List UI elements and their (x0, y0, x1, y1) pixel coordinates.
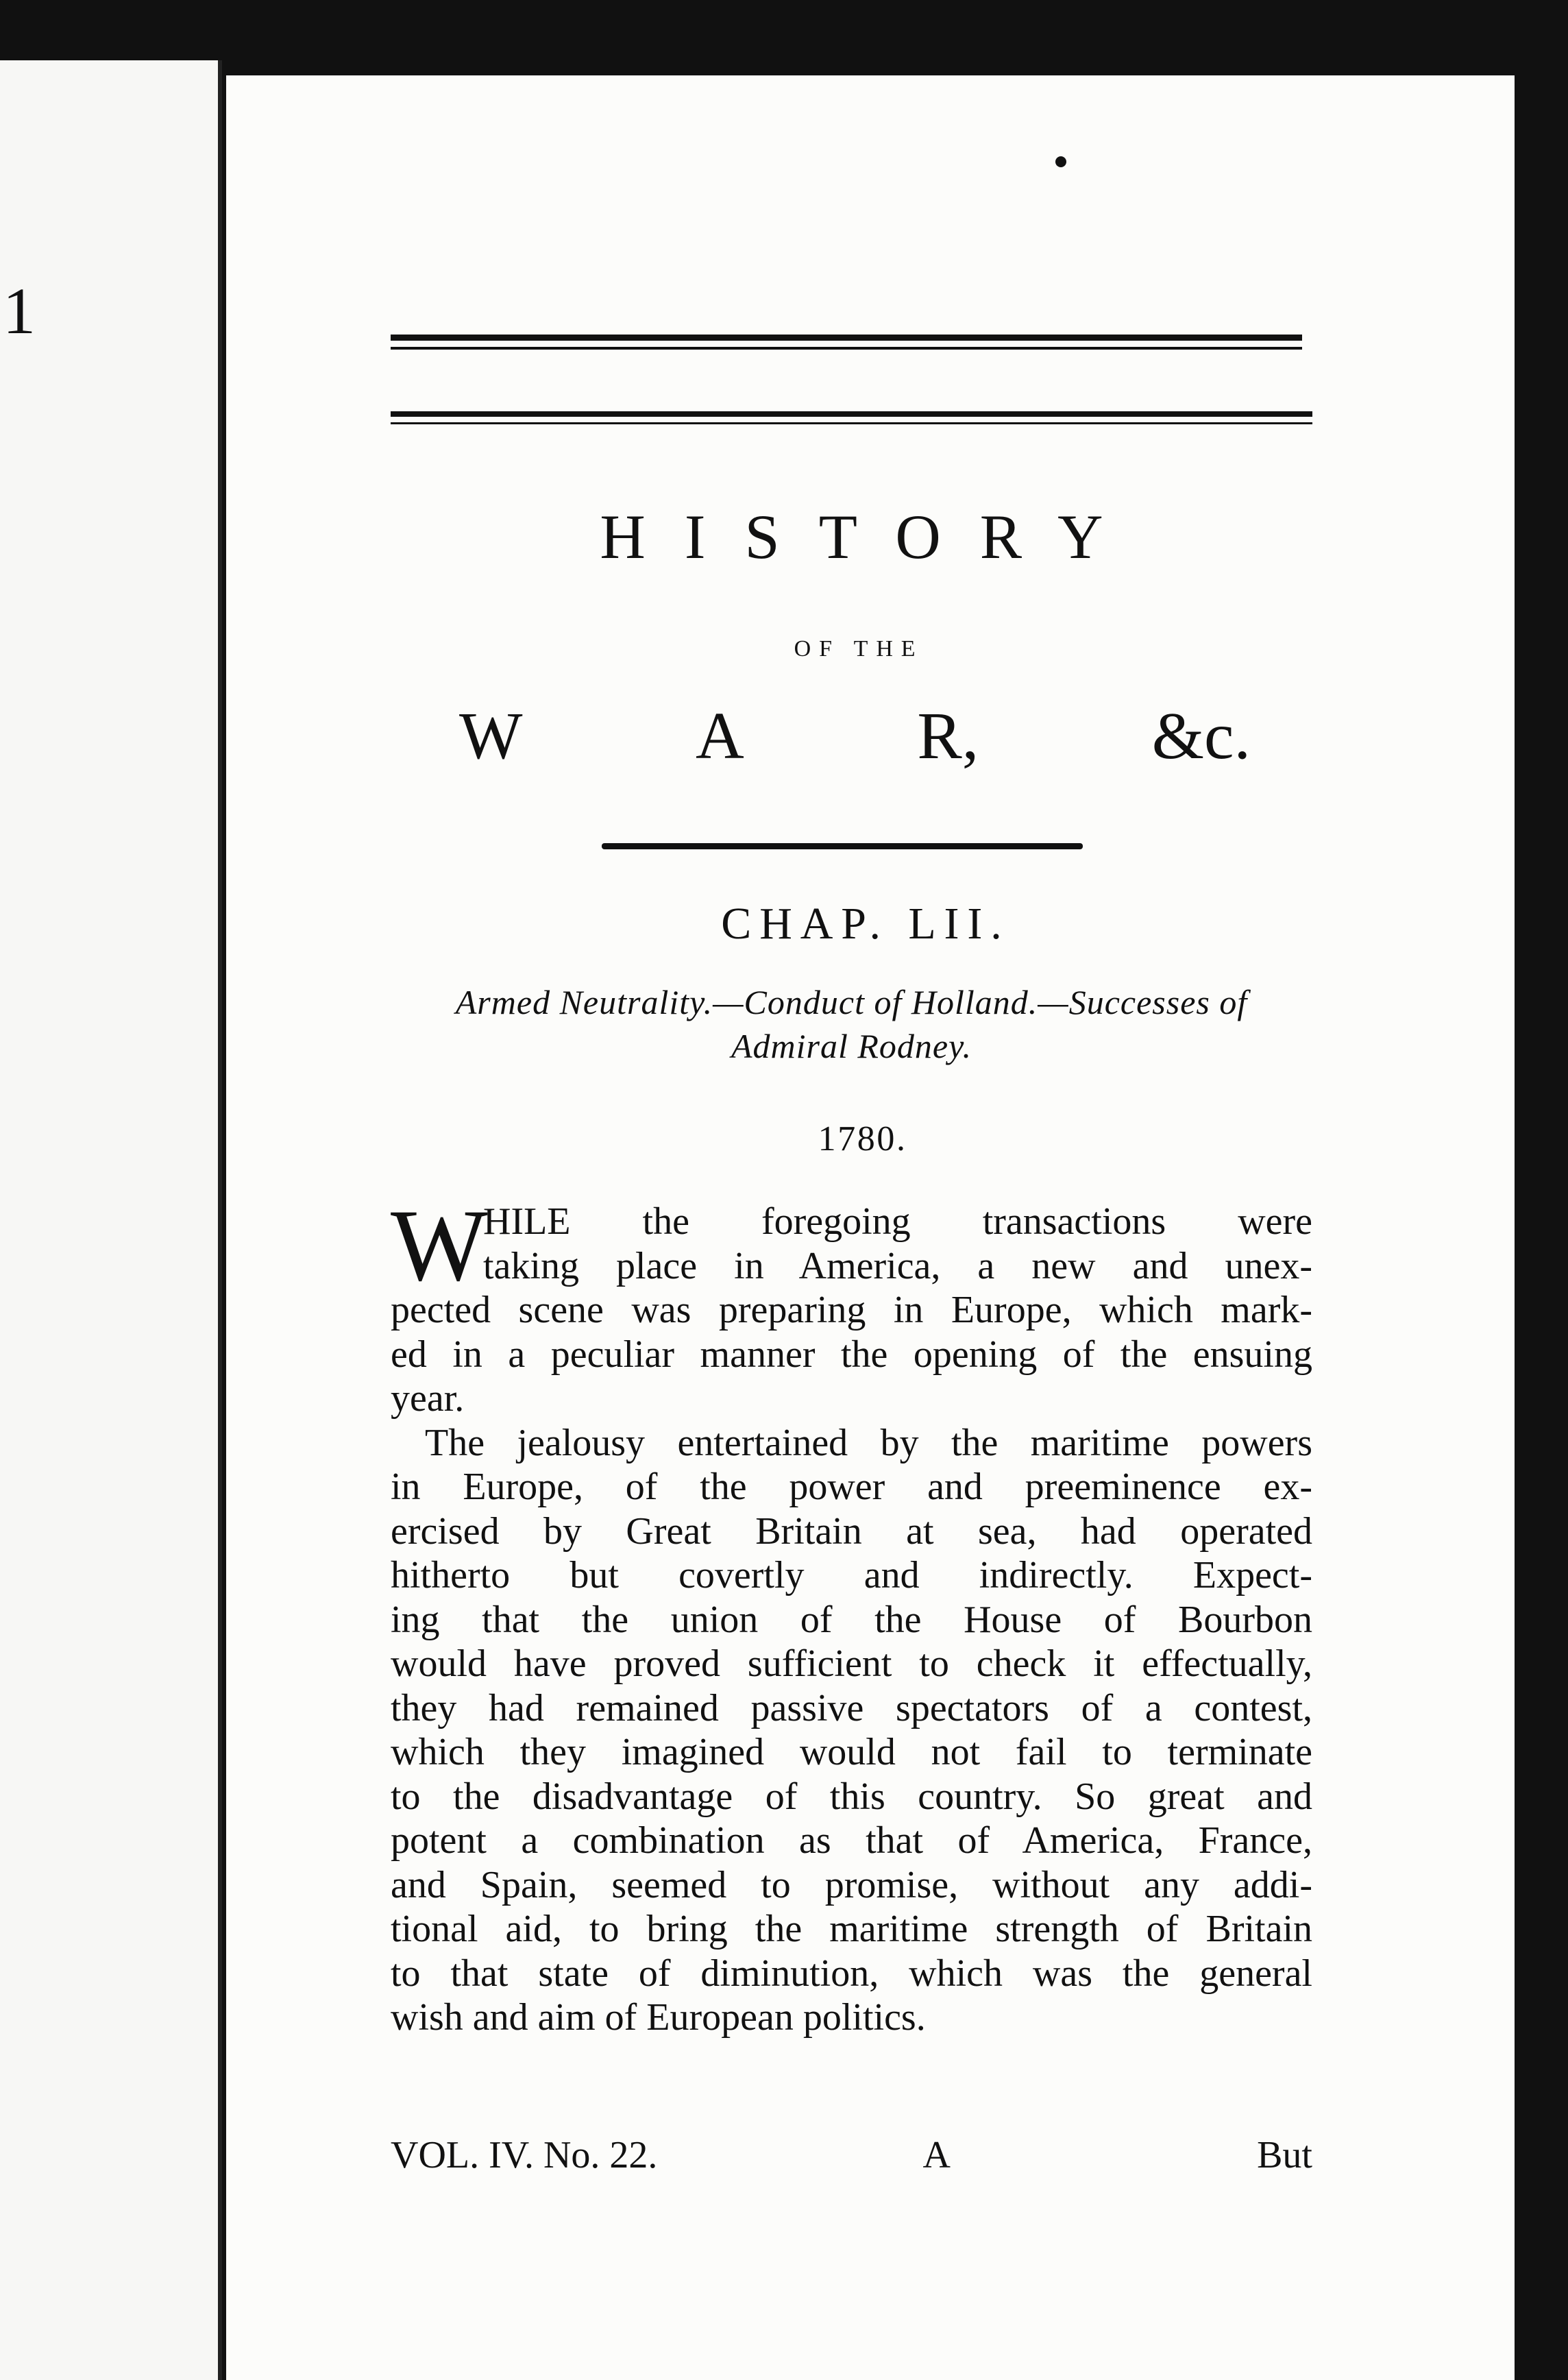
second-rule-thick (391, 411, 1312, 417)
chapter-summary (391, 980, 1312, 1068)
body-line: The jealousy entertained by the maritime powers (425, 1421, 1312, 1464)
left-page-edge (0, 60, 222, 2380)
body-line: hitherto but covertly and indirectly. Expect- (391, 1554, 1312, 1596)
body-line: potent a combination as that of America, France, (391, 1819, 1312, 1862)
title-war-letter: W (459, 699, 523, 773)
body-line: which they imagined would not fail to terminate (391, 1731, 1312, 1773)
catchword: But (1257, 2134, 1312, 2176)
body-line: ed in a peculiar manner the opening of the ensuing (391, 1333, 1312, 1376)
body-line: in Europe, of the power and preeminence ex- (391, 1466, 1312, 1508)
chapter-heading: CHAP. LII. (721, 899, 1010, 949)
chapter-year: 1780. (818, 1119, 907, 1158)
left-page-mark: 1 (3, 274, 36, 348)
body-text (391, 1189, 1312, 2040)
top-rule-thin (391, 347, 1302, 350)
body-line: would have proved sufficient to check it effectually, (391, 1642, 1312, 1685)
body-line: to that state of diminution, which was the general (391, 1952, 1312, 1995)
ink-speck (1055, 156, 1066, 167)
page-footer (391, 2133, 1312, 2177)
title-war-letter: R, (917, 699, 979, 773)
body-line: and Spain, seemed to promise, without any addi- (391, 1863, 1312, 1906)
volume-number: VOL. IV. No. 22. (391, 2134, 658, 2176)
body-line: pected scene was preparing in Europe, which mark- (391, 1289, 1312, 1331)
title-war-etc: &c. (1151, 699, 1251, 773)
body-line: tional aid, to bring the maritime strength of Britain (391, 1908, 1312, 1950)
second-rule-thin (391, 422, 1312, 424)
signature-mark: A (922, 2134, 951, 2176)
top-rule-thick (391, 335, 1302, 341)
body-line: wish and aim of European politics. (391, 1996, 926, 2039)
body-line: taking place in America, a new and unex- (483, 1244, 1312, 1287)
body-line: ing that the union of the House of Bourbon (391, 1598, 1312, 1641)
drop-cap: W (391, 1189, 488, 1302)
right-page (226, 75, 1515, 2380)
title-history: HISTORY (600, 502, 1142, 572)
body-line: to the disadvantage of this country. So great and (391, 1775, 1312, 1818)
chapter-summary-line: Armed Neutrality.—Conduct of Holland.—Successes of (455, 983, 1248, 1021)
body-line: ercised by Great Britain at sea, had operated (391, 1509, 1312, 1553)
title-of-the: OF THE (794, 636, 924, 661)
body-line: HILE the foregoing transactions were (483, 1200, 1312, 1243)
chapter-divider-rule (602, 843, 1083, 849)
body-line: they had remained passive spectators of a contest, (391, 1686, 1312, 1729)
title-war-letter: A (696, 699, 744, 773)
title-war (391, 698, 1312, 775)
chapter-summary-line: Admiral Rodney. (731, 1027, 972, 1065)
body-line: year. (391, 1377, 465, 1420)
